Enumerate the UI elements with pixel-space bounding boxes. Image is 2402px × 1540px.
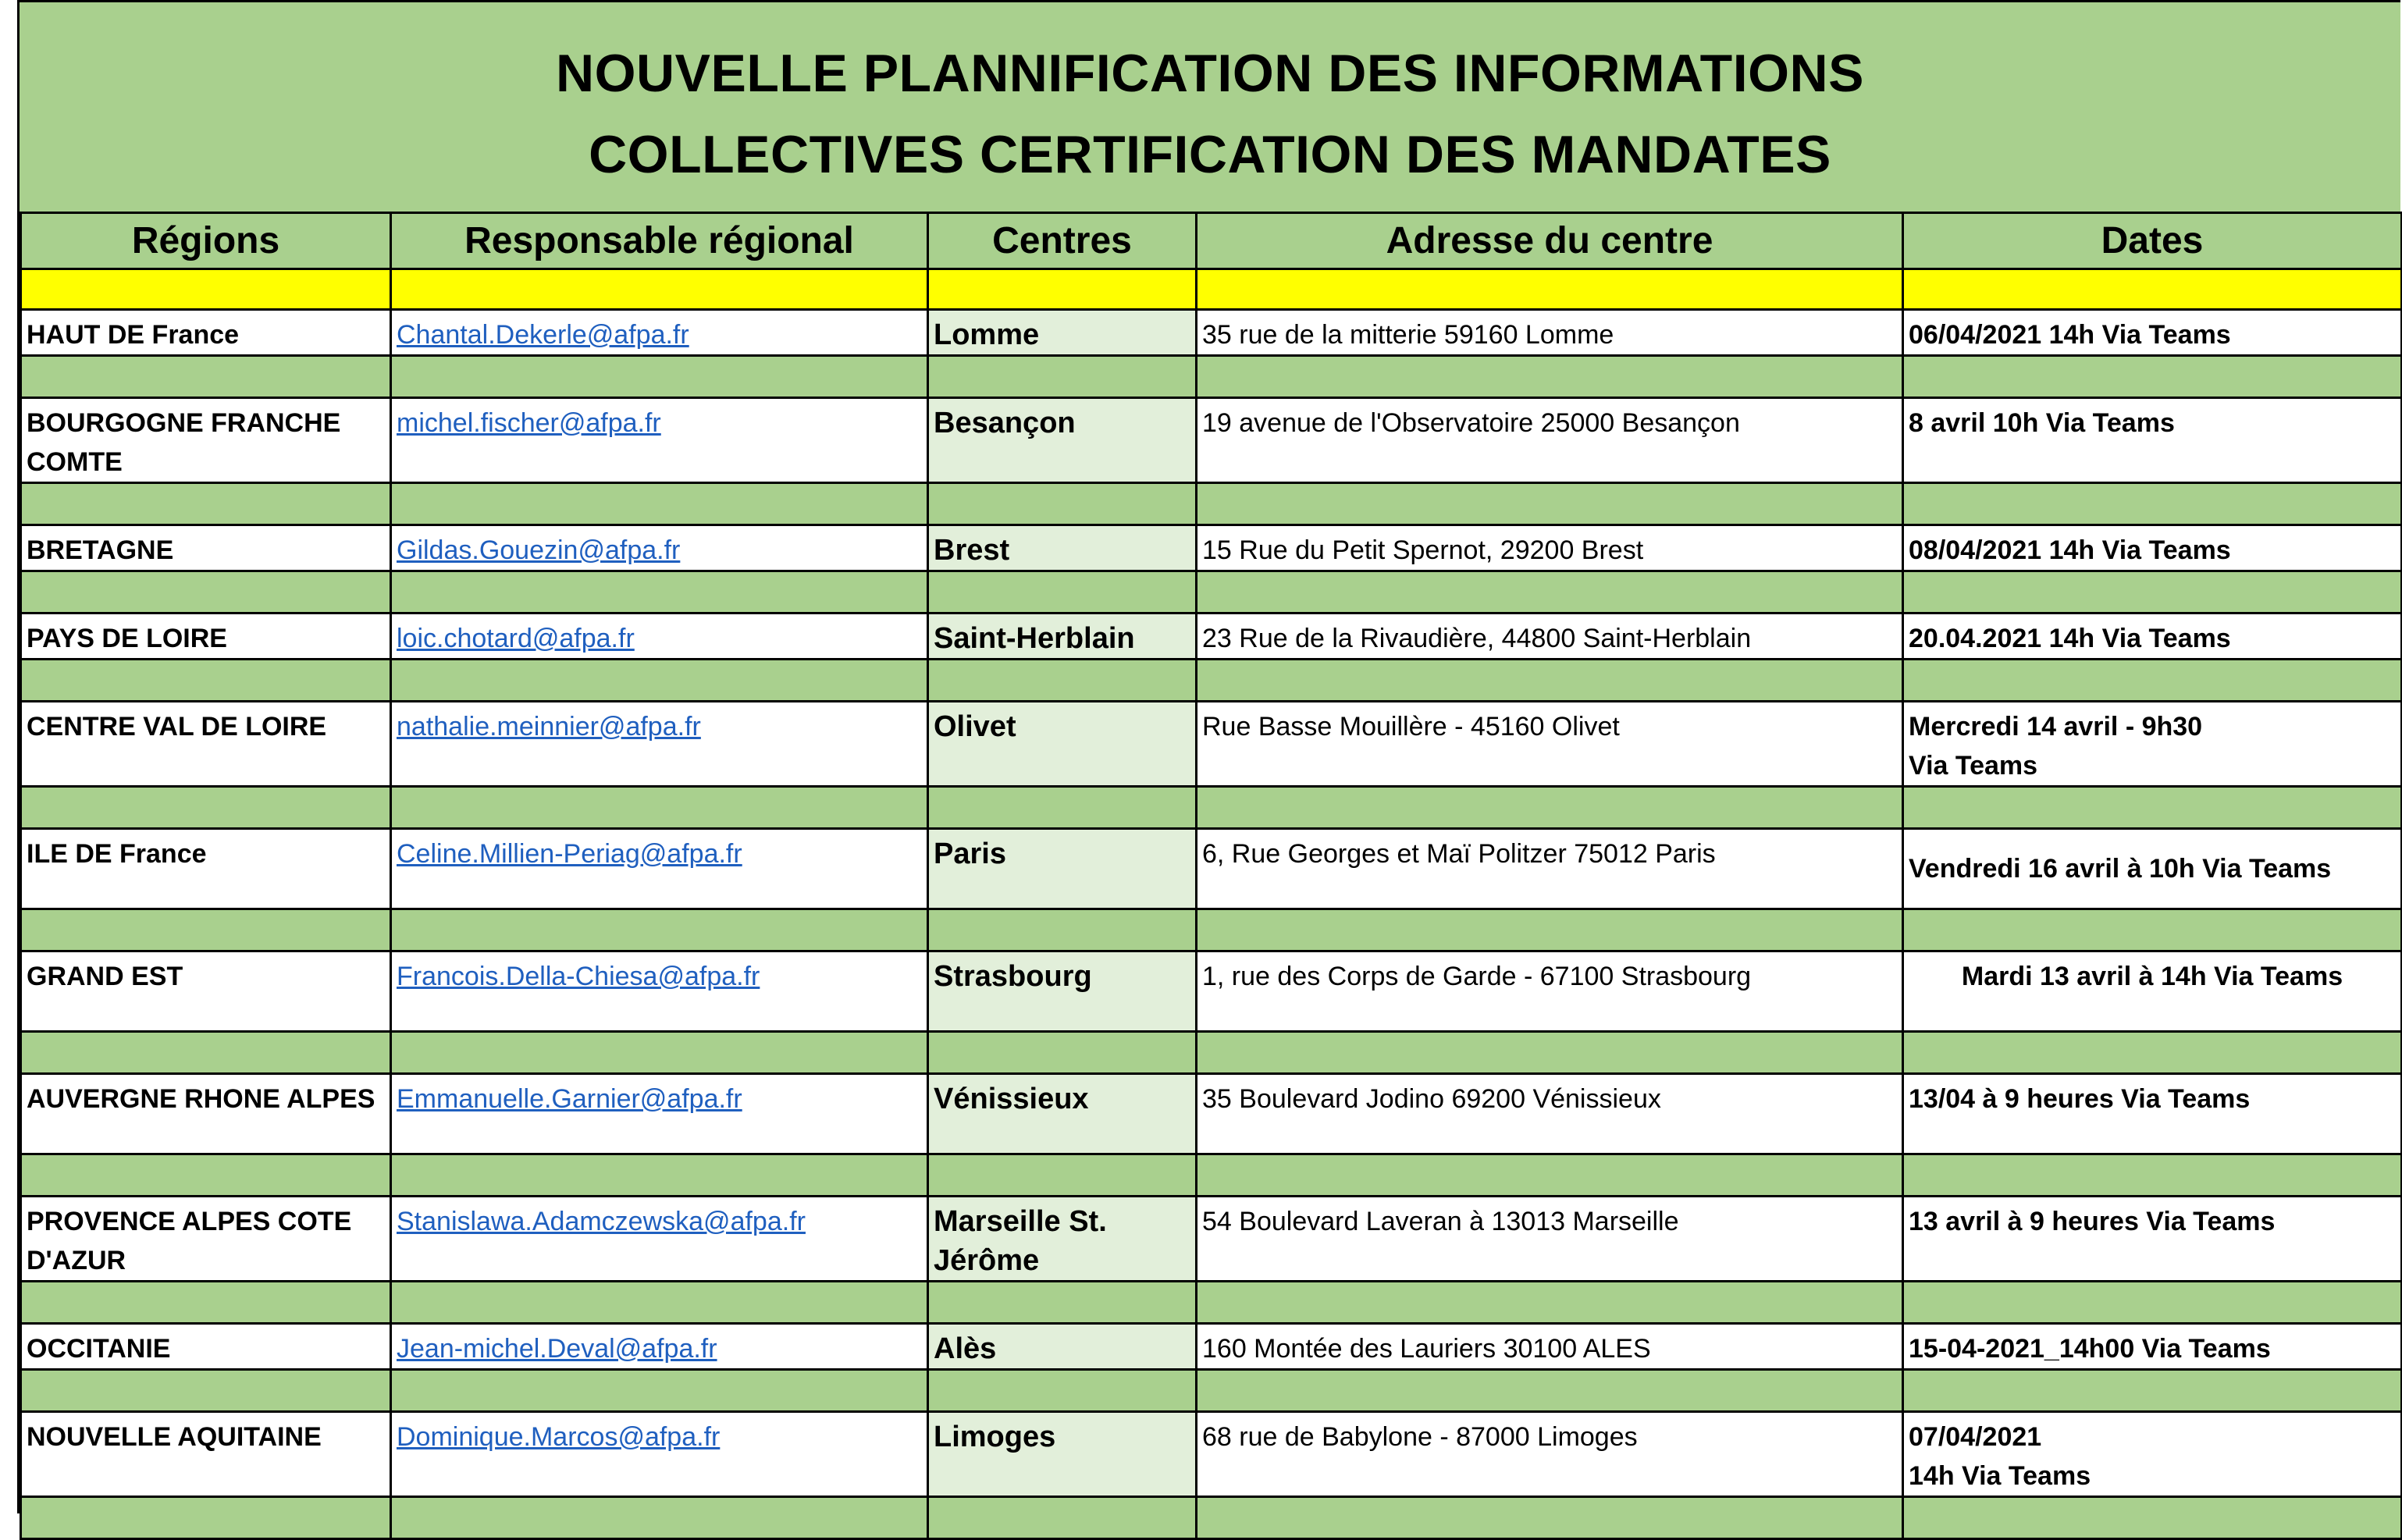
header-row (21, 213, 2402, 269)
spacer-row (21, 1154, 2402, 1197)
region-cell: BRETAGNE (21, 525, 391, 571)
centre-cell: Besançon (928, 398, 1197, 483)
centre-cell: Paris (928, 829, 1197, 909)
spacer-row (21, 1032, 2402, 1074)
table-row (21, 310, 2402, 356)
email-link[interactable]: Gildas.Gouezin@afpa.fr (391, 525, 928, 571)
email-link[interactable]: Chantal.Dekerle@afpa.fr (391, 310, 928, 356)
header-centres: Centres (928, 213, 1197, 269)
date-cell: 13 avril à 9 heures Via Teams (1903, 1197, 2402, 1282)
address-cell: 54 Boulevard Laveran à 13013 Marseille (1197, 1197, 1903, 1282)
header-dates: Dates (1903, 213, 2402, 269)
header-responsable: Responsable régional (391, 213, 928, 269)
centre-cell: Olivet (928, 702, 1197, 787)
email-link[interactable]: Celine.Millien-Periag@afpa.fr (391, 829, 928, 909)
date-cell: 20.04.2021 14h Via Teams (1903, 614, 2402, 660)
address-cell: Rue Basse Mouillère - 45160 Olivet (1197, 702, 1903, 787)
spacer-row (21, 787, 2402, 829)
table-row (21, 525, 2402, 571)
highlight-row (21, 269, 2402, 310)
address-cell: 6, Rue Georges et Maï Politzer 75012 Paris (1197, 829, 1903, 909)
address-cell: 35 Boulevard Jodino 69200 Vénissieux (1197, 1074, 1903, 1154)
date-cell: Vendredi 16 avril à 10h Via Teams (1903, 829, 2402, 909)
region-cell: PROVENCE ALPES COTE D'AZUR (21, 1197, 391, 1282)
region-cell: NOUVELLE AQUITAINE (21, 1412, 391, 1497)
centre-cell: Marseille St. Jérôme (928, 1197, 1197, 1282)
spreadsheet (17, 0, 2400, 1513)
header-regions: Régions (21, 213, 391, 269)
centre-cell: Brest (928, 525, 1197, 571)
table-row (21, 1324, 2402, 1370)
date-cell: 15-04-2021_14h00 Via Teams (1903, 1324, 2402, 1370)
table-row (21, 702, 2402, 787)
spacer-row (21, 1370, 2402, 1412)
region-cell: OCCITANIE (21, 1324, 391, 1370)
region-cell: BOURGOGNE FRANCHE COMTE (21, 398, 391, 483)
email-link[interactable]: Stanislawa.Adamczewska@afpa.fr (391, 1197, 928, 1282)
centre-cell: Saint-Herblain (928, 614, 1197, 660)
email-link[interactable]: Francois.Della-Chiesa@afpa.fr (391, 951, 928, 1032)
table-row (21, 1197, 2402, 1282)
centre-cell: Limoges (928, 1412, 1197, 1497)
spacer-row (21, 483, 2402, 525)
header-adresse: Adresse du centre (1197, 213, 1903, 269)
table-row (21, 829, 2402, 909)
date-cell: 07/04/2021 14h Via Teams (1903, 1412, 2402, 1497)
date-cell: 13/04 à 9 heures Via Teams (1903, 1074, 2402, 1154)
table-row (21, 614, 2402, 660)
address-cell: 23 Rue de la Rivaudière, 44800 Saint-Herblain (1197, 614, 1903, 660)
date-cell: 08/04/2021 14h Via Teams (1903, 525, 2402, 571)
email-link[interactable]: loic.chotard@afpa.fr (391, 614, 928, 660)
spacer-row (21, 660, 2402, 702)
region-cell: GRAND EST (21, 951, 391, 1032)
address-cell: 160 Montée des Lauriers 30100 ALES (1197, 1324, 1903, 1370)
email-link[interactable]: nathalie.meinnier@afpa.fr (391, 702, 928, 787)
address-cell: 15 Rue du Petit Spernot, 29200 Brest (1197, 525, 1903, 571)
address-cell: 68 rue de Babylone - 87000 Limoges (1197, 1412, 1903, 1497)
date-cell: Mardi 13 avril à 14h Via Teams (1903, 951, 2402, 1032)
centre-cell: Strasbourg (928, 951, 1197, 1032)
email-link[interactable]: michel.fischer@afpa.fr (391, 398, 928, 483)
address-cell: 1, rue des Corps de Garde - 67100 Strasbourg (1197, 951, 1903, 1032)
page-title (20, 2, 2400, 212)
region-cell: HAUT DE France (21, 310, 391, 356)
spacer-row (21, 1282, 2402, 1324)
date-cell: Mercredi 14 avril - 9h30 Via Teams (1903, 702, 2402, 787)
table-row (21, 1074, 2402, 1154)
region-cell: PAYS DE LOIRE (21, 614, 391, 660)
table-row (21, 951, 2402, 1032)
email-link[interactable]: Jean-michel.Deval@afpa.fr (391, 1324, 928, 1370)
date-cell: 06/04/2021 14h Via Teams (1903, 310, 2402, 356)
address-cell: 19 avenue de l'Observatoire 25000 Besançon (1197, 398, 1903, 483)
email-link[interactable]: Emmanuelle.Garnier@afpa.fr (391, 1074, 928, 1154)
centre-cell: Alès (928, 1324, 1197, 1370)
centre-cell: Vénissieux (928, 1074, 1197, 1154)
address-cell: 35 rue de la mitterie 59160 Lomme (1197, 310, 1903, 356)
spacer-row (21, 356, 2402, 398)
region-cell: ILE DE France (21, 829, 391, 909)
planning-table (20, 212, 2402, 1540)
region-cell: CENTRE VAL DE LOIRE (21, 702, 391, 787)
title-line-2: COLLECTIVES CERTIFICATION DES MANDATES (589, 125, 1831, 184)
date-cell: 8 avril 10h Via Teams (1903, 398, 2402, 483)
spacer-row (21, 571, 2402, 614)
title-line-1: NOUVELLE PLANNIFICATION DES INFORMATIONS (556, 44, 1864, 103)
spacer-row (21, 909, 2402, 951)
table-row (21, 1412, 2402, 1497)
spacer-row (21, 1497, 2402, 1539)
region-cell: AUVERGNE RHONE ALPES (21, 1074, 391, 1154)
table-row (21, 398, 2402, 483)
centre-cell: Lomme (928, 310, 1197, 356)
email-link[interactable]: Dominique.Marcos@afpa.fr (391, 1412, 928, 1497)
